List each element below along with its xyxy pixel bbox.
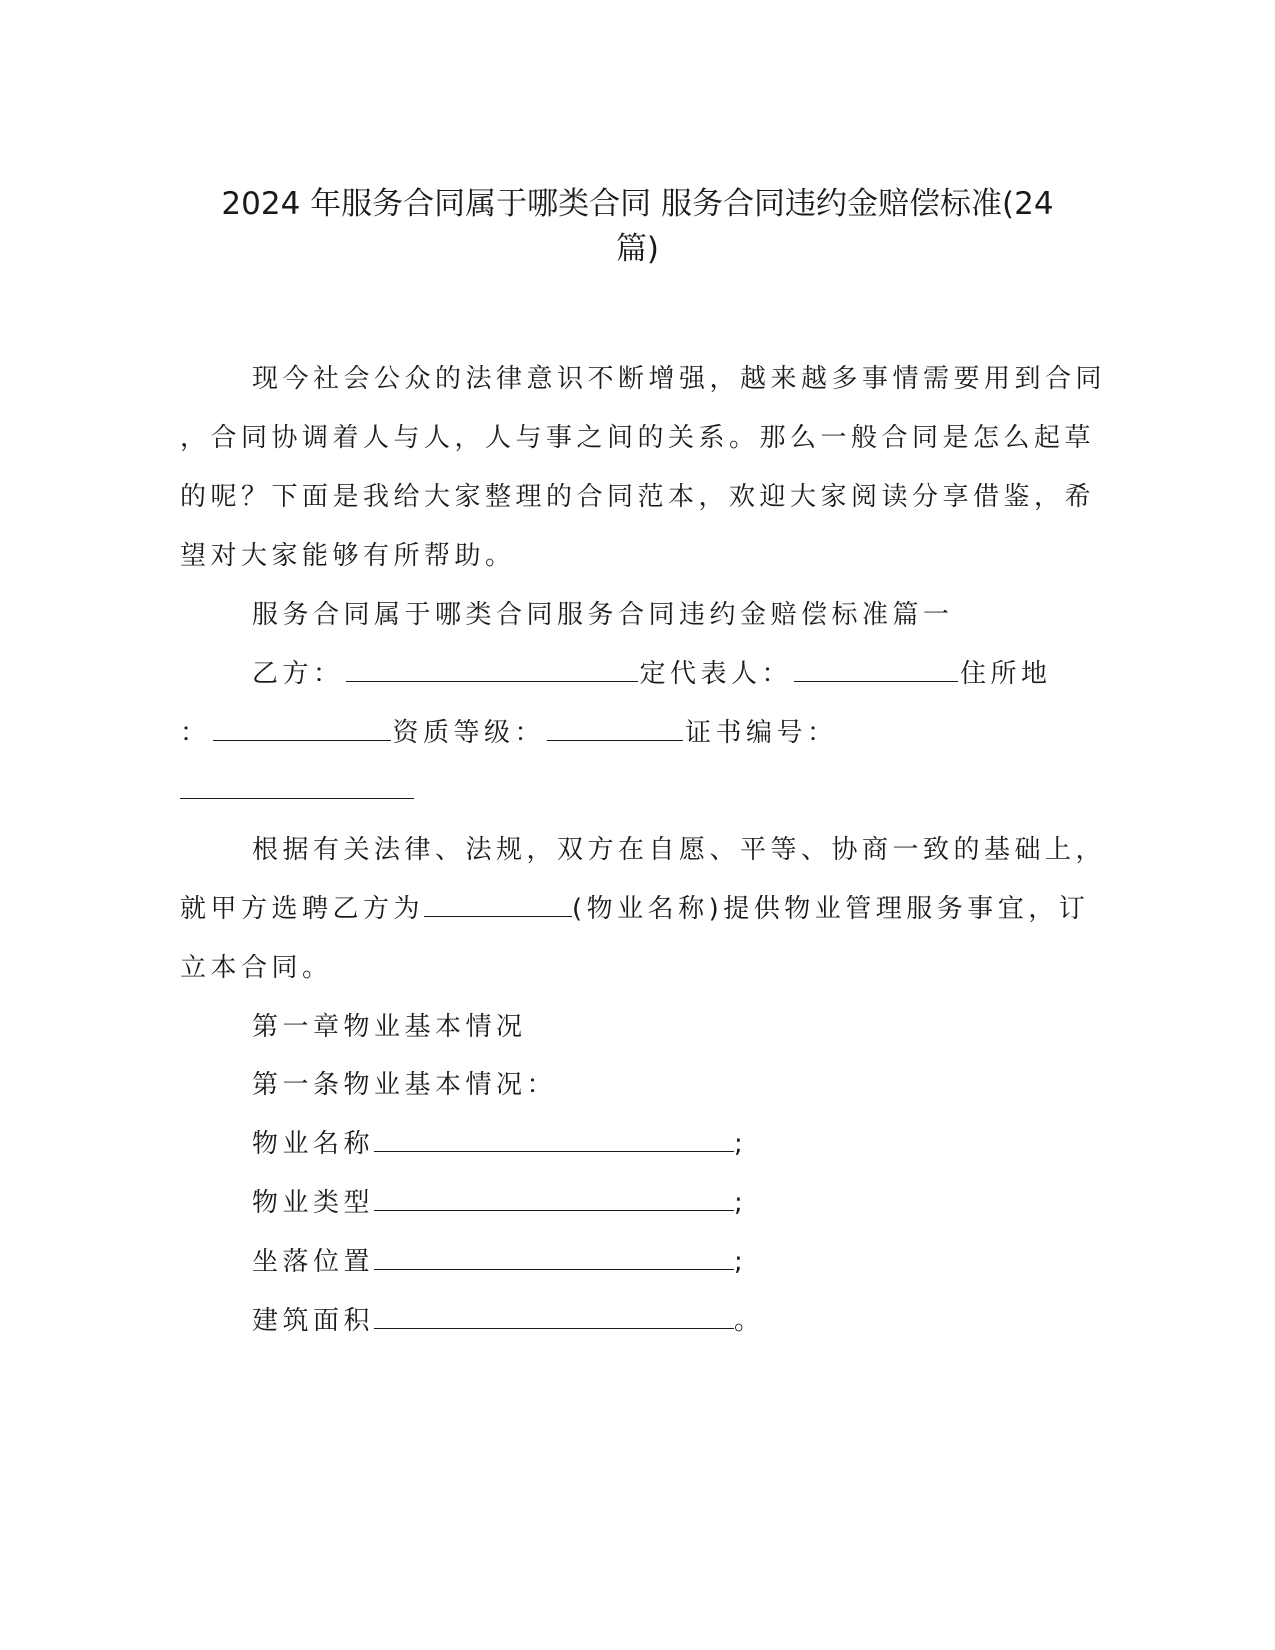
certificate-blank [180, 798, 414, 799]
location-end: ; [734, 1247, 748, 1277]
property-name-end: ; [734, 1129, 748, 1159]
property-name-label: 物业名称 [252, 1129, 375, 1159]
field-location [252, 1245, 747, 1279]
property-type-label: 物业类型 [252, 1188, 375, 1218]
intro-line-1: 现今社会公众的法律意识不断增强，越来越多事情需要用到合同 [252, 364, 1107, 394]
basis-suffix: (物业名称)提供物业管理服务事宜，订 [572, 894, 1090, 924]
party-line-2 [180, 716, 838, 750]
title-line-2: 篇) [615, 231, 660, 267]
document-title [150, 182, 1125, 272]
title-line-1: 2024 年服务合同属于哪类合同 服务合同违约金赔偿标准(24 [221, 186, 1054, 222]
field-property-name [252, 1127, 747, 1161]
legal-rep-label: 定代表人： [639, 659, 793, 689]
property-type-end: ; [734, 1188, 748, 1218]
qualification-label: 资质等级： [392, 718, 546, 748]
intro-line-3: 的呢？下面是我给大家整理的合同范本，欢迎大家阅读分享借鉴，希 [180, 482, 1096, 512]
building-area-blank [374, 1304, 734, 1329]
address-label: 住所地 [960, 659, 1052, 689]
article-heading: 第一条物业基本情况： [252, 1070, 558, 1100]
basis-line-2 [180, 892, 1089, 926]
basis-prefix: 就甲方选聘乙方为 [180, 894, 425, 924]
basis-line-3: 立本合同。 [180, 953, 333, 983]
party-b-blank [346, 657, 638, 682]
location-label: 坐落位置 [252, 1247, 375, 1277]
field-building-area [252, 1304, 765, 1338]
party-line-1 [252, 657, 1052, 691]
certificate-label: 证书编号： [685, 718, 838, 748]
building-area-end: 。 [734, 1306, 765, 1336]
property-name-field-blank [374, 1127, 734, 1152]
party-b-label: 乙方： [252, 659, 344, 689]
building-area-label: 建筑面积 [252, 1306, 375, 1336]
field-property-type [252, 1186, 747, 1220]
property-type-blank [374, 1186, 734, 1211]
property-name-blank [424, 892, 572, 917]
legal-rep-blank [794, 657, 958, 682]
intro-line-2: ，合同协调着人与人，人与事之间的关系。那么一般合同是怎么起草 [180, 423, 1096, 453]
chapter-heading: 第一章物业基本情况 [252, 1012, 527, 1042]
address-blank [213, 716, 391, 741]
location-blank [374, 1245, 734, 1270]
address-colon: ： [180, 718, 211, 748]
intro-line-4: 望对大家能够有所帮助。 [180, 541, 516, 571]
section-heading: 服务合同属于哪类合同服务合同违约金赔偿标准篇一 [252, 600, 954, 630]
basis-line-1: 根据有关法律、法规，双方在自愿、平等、协商一致的基础上， [252, 835, 1107, 865]
qualification-blank [547, 716, 683, 741]
